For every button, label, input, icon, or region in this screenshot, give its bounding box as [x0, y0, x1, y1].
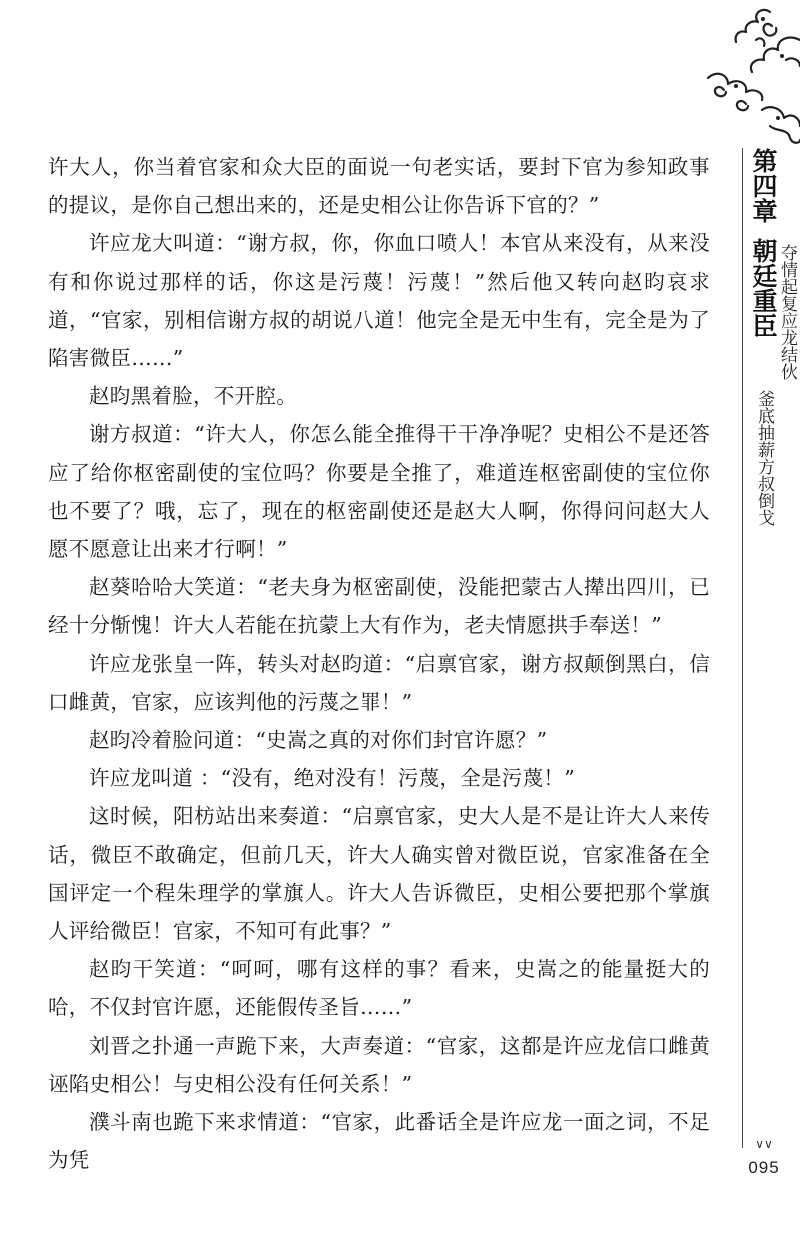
- chapter-subtitle-line-1: 夺情起复应龙结伙: [777, 244, 797, 380]
- paragraph: 濮斗南也跪下来求情道：“官家，此番话全是许应龙一面之词，不足为凭: [48, 1110, 710, 1173]
- paragraph: 谢方叔道：“许大人，你怎么能全推得干干净净呢？史相公不是还答应了给你枢密副使的宝位吗？你要是全推了，难道连枢密副使的宝位你也不要了？哦，忘了，现在的枢密副使还是赵大人啊，你得问问赵大人愿不愿意让出来才行啊！”: [48, 422, 710, 562]
- paragraph: 许应龙叫道 ：“没有，绝对没有！污蔑，全是污蔑！”: [89, 766, 575, 791]
- chevron-down-icon: ∨∨: [755, 1137, 773, 1151]
- paragraph: 赵昀干笑道：“呵呵，哪有这样的事？看来，史嵩之的能量挺大的哈，不仅封官许愿，还能假传圣旨……”: [48, 957, 710, 1020]
- chapter-number: 第四章: [749, 148, 778, 223]
- paragraph: 这时候，阳枋站出来奏道：“启禀官家，史大人是不是让许大人来传话，微臣不敢确定，但前几天，许大人确实曾对微臣说，官家准备在全国评定一个程朱理学的掌旗人。许大人告诉微臣，史相公要把那个掌旗人评给微臣！官家，不知可有此事？”: [48, 804, 710, 944]
- paragraph: 许应龙大叫道：“谢方叔，你，你血口喷人！本官从来没有，从来没有和你说过那样的话，你这是污蔑！污蔑！”然后他又转向赵昀哀求道，“官家，别相信谢方叔的胡说八道！他完全是无中生有，完全是为了陷害微臣……”: [48, 231, 710, 371]
- cloud-ornament-icon: [700, 0, 800, 150]
- body-text: [48, 148, 710, 1179]
- chapter-title: 朝廷重臣: [749, 238, 778, 338]
- paragraph: 赵昀黑着脸，不开腔。: [89, 384, 297, 409]
- paragraph: 赵葵哈哈大笑道：“老夫身为枢密副使，没能把蒙古人撵出四川，已经十分惭愧！许大人若能在抗蒙上大有作为，老夫情愿拱手奉送！”: [48, 575, 710, 638]
- page-number: 095: [748, 1158, 780, 1177]
- paragraph: 赵昀冷着脸问道：“史嵩之真的对你们封官许愿？”: [89, 728, 548, 753]
- margin-divider: [742, 148, 743, 1148]
- paragraph: 许应龙张皇一阵，转头对赵昀道：“启禀官家，谢方叔颠倒黑白，信口雌黄，官家，应该判他的污蔑之罪！”: [48, 651, 710, 714]
- paragraph: 许大人，你当着官家和众大臣的面说一句老实话，要封下官为参知政事的提议，是你自己想出来的，还是史相公让你告诉下官的？”: [48, 155, 710, 218]
- paragraph: 刘晋之扑通一声跪下来，大声奏道：“官家，这都是许应龙信口雌黄诬陷史相公！与史相公没有任何关系！”: [48, 1033, 710, 1096]
- chapter-subtitle-line-2: 釜底抽薪方叔倒戈: [754, 390, 774, 526]
